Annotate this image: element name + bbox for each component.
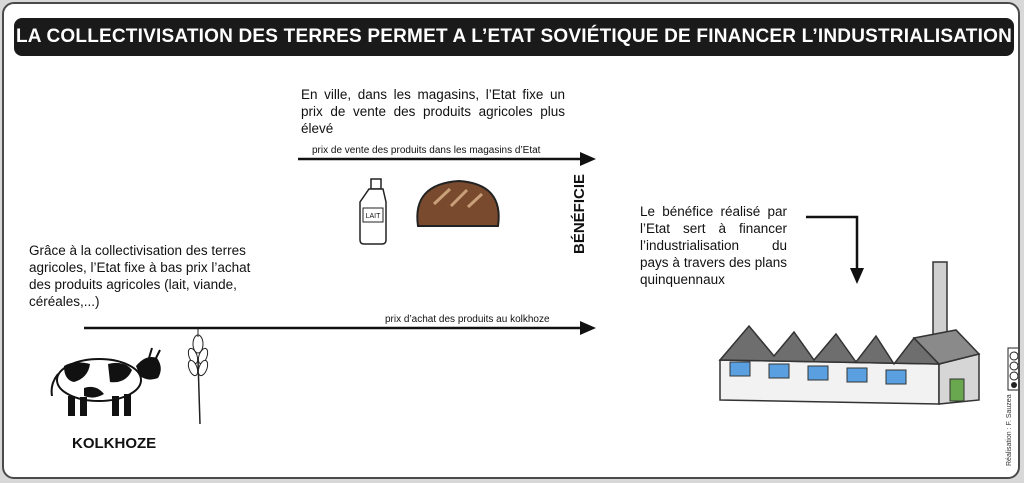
credit-text: Réalisation : F. Sauzea bbox=[1006, 394, 1013, 466]
milk-bottle-icon bbox=[360, 179, 386, 244]
bread-icon bbox=[417, 181, 498, 226]
bottle-label: LAIT bbox=[365, 213, 381, 220]
benefice-label: BÉNÉFICIE bbox=[571, 173, 588, 254]
license-icon bbox=[1008, 348, 1020, 390]
sale-price-arrow-label: prix de vente des produits dans les magasins d’Etat bbox=[312, 145, 541, 156]
profit-text: Le bénéfice réalisé par l’Etat sert à financer l’industrialisation du pays à travers des plans quinquennaux bbox=[640, 204, 787, 287]
diagram-title: LA COLLECTIVISATION DES TERRES PERMET A L’ETAT SOVIÉTIQUE DE FINANCER L’INDUSTRIALISATION bbox=[14, 18, 1014, 56]
purchase-price-arrow bbox=[84, 321, 596, 335]
diagram-graphics bbox=[4, 4, 1020, 479]
wheat-icon bbox=[187, 329, 210, 424]
diagram-frame bbox=[2, 2, 1020, 479]
kolkhoze-label: KOLKHOZE bbox=[72, 435, 157, 452]
cow-icon bbox=[52, 348, 161, 416]
collectivisation-text: Grâce à la collectivisation des terres agricoles, l’Etat fixe à bas prix l’achat des produits agricoles (lait, viande, céréales,...) bbox=[29, 243, 251, 309]
sale-price-arrow bbox=[298, 152, 596, 166]
factory-icon bbox=[720, 262, 979, 404]
purchase-price-arrow-label: prix d’achat des produits au kolkhoze bbox=[385, 314, 550, 325]
city-price-text: En ville, dans les magasins, l’Etat fixe un prix de vente des produits agricoles plus élevé bbox=[301, 87, 565, 136]
profit-arrow bbox=[806, 217, 864, 284]
